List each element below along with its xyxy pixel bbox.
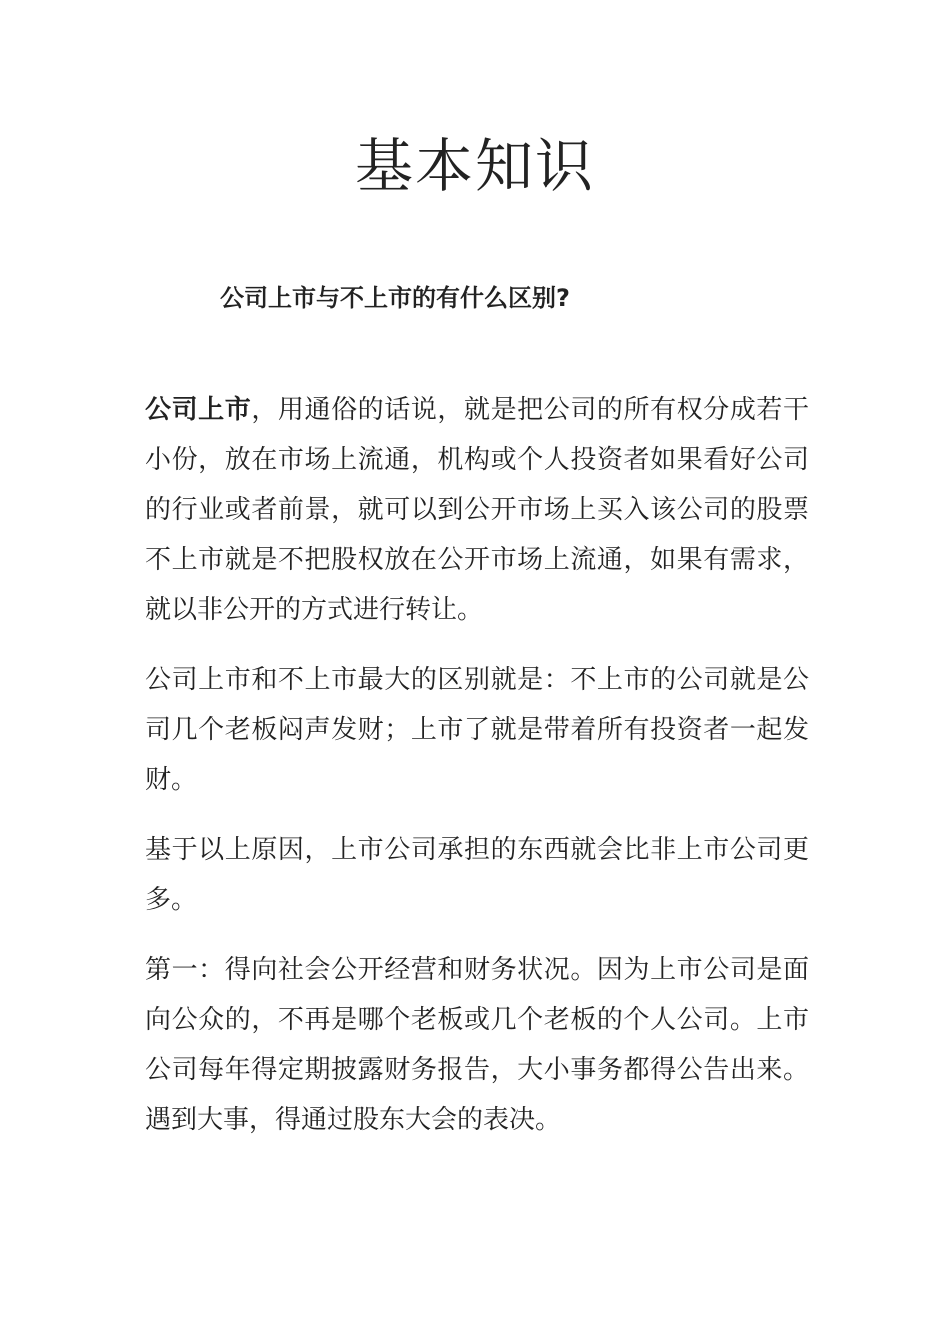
paragraph-text: ，用通俗的话说，就是把公司的所有权分成若干小份，放在市场上流通，机构或个人投资者如果看好公司的行业或者前景，就可以到公开市场上买入该公司的股票不上市就是不把股权放在公开市场上流通，如果有需求，就以非公开的方式进行转让。 <box>145 395 809 625</box>
paragraph-listing-definition <box>145 385 809 635</box>
paragraph-obligations-intro: 基于以上原因，上市公司承担的东西就会比非上市公司更多。 <box>145 835 809 915</box>
paragraph-first-obligation: 第一：得向社会公开经营和财务状况。因为上市公司是面向公众的，不再是哪个老板或几个老板的个人公司。上市公司每年得定期披露财务报告，大小事务都得公告出来。遇到大事，得通过股东大会的表决。 <box>145 955 809 1135</box>
paragraph-lead-term: 公司上市 <box>145 395 252 425</box>
document-body <box>145 385 809 1165</box>
document-title: 基本知识 <box>354 132 595 200</box>
section-question: 公司上市与不上市的有什么区别? <box>220 284 570 312</box>
paragraph-main-difference: 公司上市和不上市最大的区别就是：不上市的公司就是公司几个老板闷声发财；上市了就是带着所有投资者一起发财。 <box>145 665 809 795</box>
